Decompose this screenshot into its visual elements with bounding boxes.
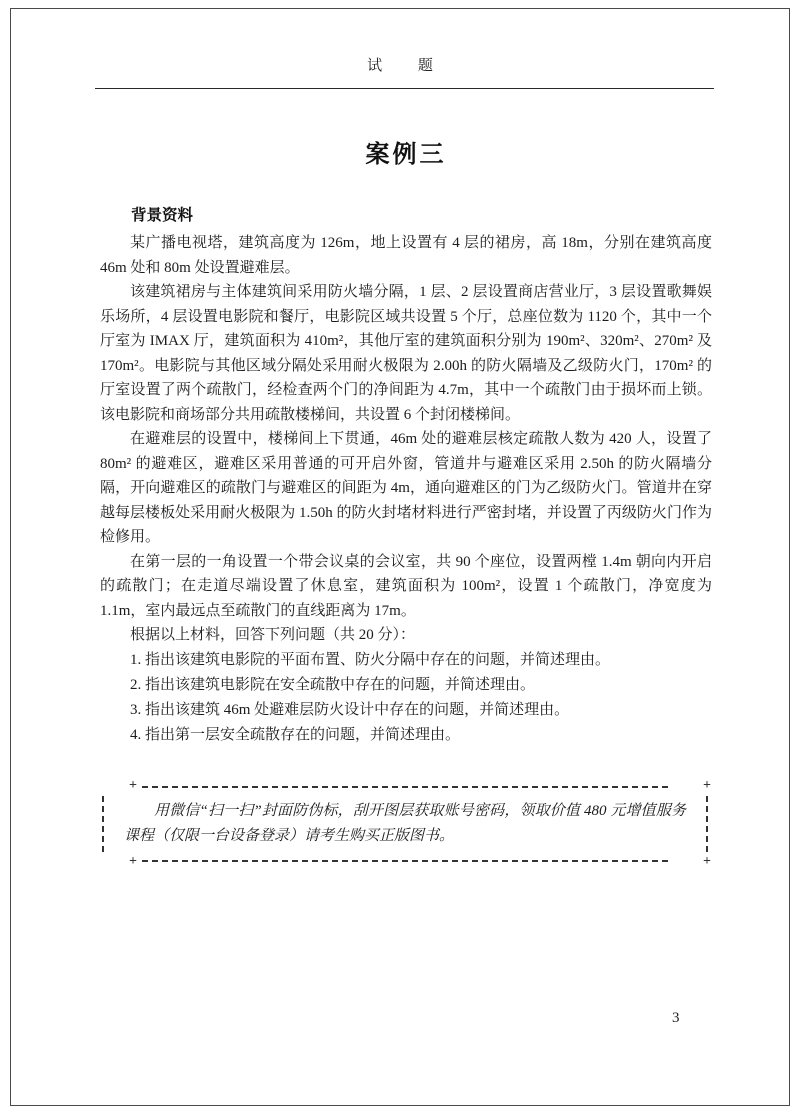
dashed-box-corner-mark: + (672, 855, 712, 869)
case-title: 案例三 (365, 142, 447, 168)
page-content (100, 122, 712, 869)
paragraph-first-floor: 在第一层的一角设置一个带会议桌的会议室，共 90 个座位，设置两樘 1.4m 朝向内开启的疏散门；在走道尽端设置了休息室，建筑面积为 100m²，设置 1 个疏散门，净宽度为 1.1m，室内最远点至疏散门的直线距离为 17m。 (100, 553, 712, 619)
anti-piracy-notice-box (102, 778, 711, 869)
paragraph-podium-cinema: 该建筑裙房与主体建筑间采用防火墙分隔，1 层、2 层设置商店营业厅，3 层设置歌舞娱乐场所，4 层设置电影院和餐厅，电影院区域共设置 5 个厅，总座位数为 1120 个，其中一个厅室为 IMAX 厅，建筑面积为 410m²，其他厅室的建筑面积分别为 190m²、320m²、270m² 及 170m²。电影院与其他区域分隔处采用耐火极限为 2.00h 的防火隔墙及乙级防火门，170m² 的厅室设置了两个疏散门，经检查两个门的净间距为 4.7m，其中一个疏散门由于损坏而上锁。该电影院和商场部分共用疏散楼梯间，共设置 6 个封闭楼梯间。 (100, 284, 712, 423)
paragraph-building-overview: 某广播电视塔，建筑高度为 126m，地上设置有 4 层的裙房，高 18m，分别在建筑高度 46m 处和 80m 处设置避难层。 (100, 235, 712, 276)
question-1: 1. 指出该建筑电影院的平面布置、防火分隔中存在的问题，并简述理由。 (130, 652, 611, 668)
question-3: 3. 指出该建筑 46m 处避难层防火设计中存在的问题，并简述理由。 (130, 702, 570, 718)
page-number: 3 (672, 1010, 680, 1026)
question-2: 2. 指出该建筑电影院在安全疏散中存在的问题，并简述理由。 (130, 677, 536, 693)
questions-intro: 根据以上材料，回答下列问题（共 20 分）： (130, 627, 416, 643)
dashed-box-corner-mark: + (98, 779, 138, 793)
anti-piracy-notice-text: 用微信“扫一扫”封面防伪标，刮开图层获取账号密码，领取价值 480 元增值服务课程（仅限一台设备登录）请考生购买正版图书。 (124, 803, 686, 844)
section-heading-background: 背景资料 (131, 207, 194, 224)
paragraph-refuge-floor: 在避难层的设置中，楼梯间上下贯通，46m 处的避难层核定疏散人数为 420 人，设置了 80m² 的避难区，避难区采用普通的可开启外窗，管道井与避难区采用 2.50h 的防火隔墙分隔，开向避难区的疏散门与避难区的间距为 4m，通向避难区的门为乙级防火门。管道井在穿越每层楼板处采用耐火极限为 1.50h 的防火封堵材料进行严密封堵，并设置了丙级防火门作为检修用。 (100, 431, 712, 545)
running-head: 试 题 (367, 58, 449, 74)
header-divider (95, 88, 714, 89)
question-4: 4. 指出第一层安全疏散存在的问题，并简述理由。 (130, 727, 461, 743)
dashed-box-corner-mark: + (672, 779, 712, 793)
dashed-box-corner-mark: + (98, 855, 138, 869)
